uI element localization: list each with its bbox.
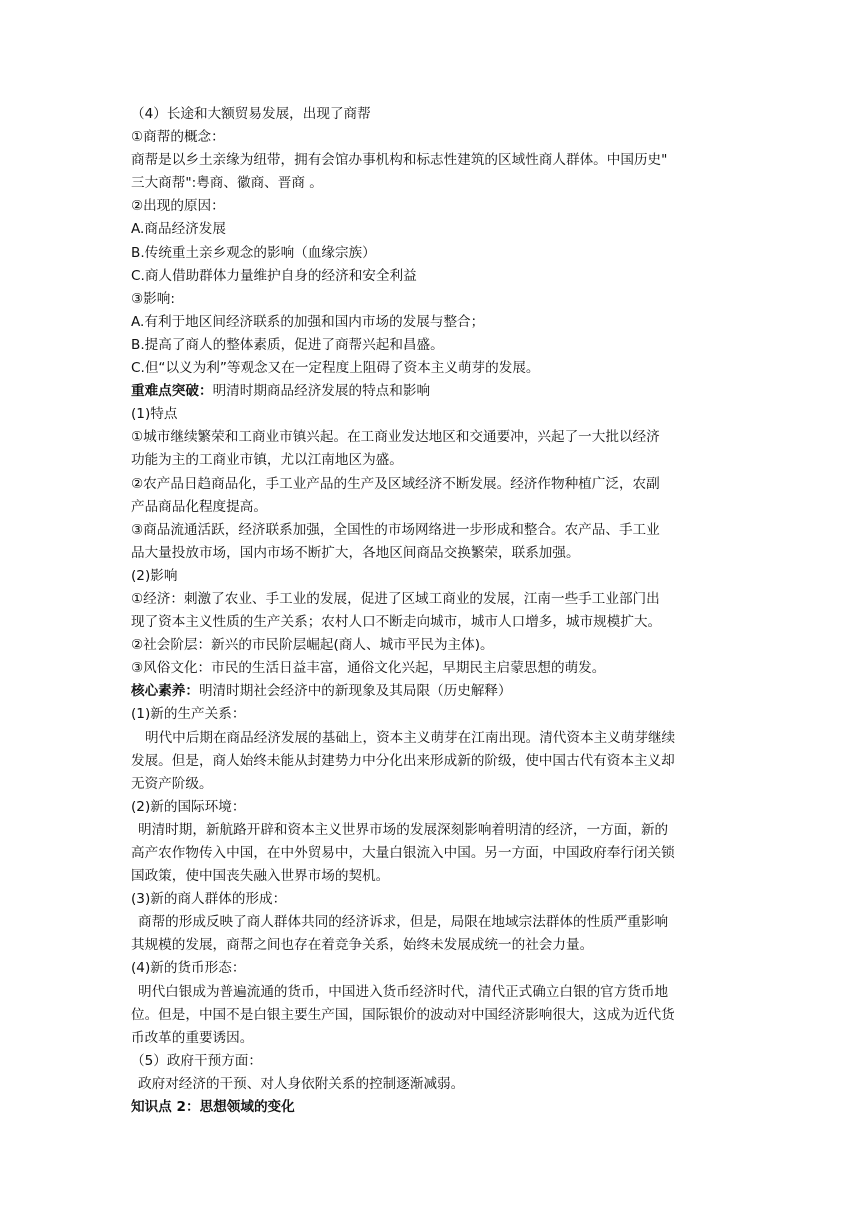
text-line: (2)新的国际环境： bbox=[131, 798, 246, 815]
text-line: ②社会阶层：新兴的市民阶层崛起(商人、城市平民为主体)。 bbox=[131, 637, 494, 654]
bold-heading: 知识点 2：思想领域的变化 bbox=[131, 1099, 295, 1116]
text-line bbox=[131, 1096, 742, 1119]
document-body bbox=[131, 103, 742, 1119]
text-line: ③风俗文化：市民的生活日益丰富，通俗文化兴起，早期民主启蒙思想的萌发。 bbox=[131, 660, 606, 677]
text-line: 无资产阶级。 bbox=[131, 775, 213, 792]
text-line: 发展。但是，商人始终未能从封建势力中分化出来形成新的阶级，使中国古代有资本主义却 bbox=[131, 752, 675, 769]
text-line: （5）政府干预方面： bbox=[131, 1052, 262, 1069]
text-line: 商帮是以乡土亲缘为纽带，拥有会馆办事机构和标志性建筑的区域性商人群体。中国历史" bbox=[131, 152, 668, 169]
text-line: 现了资本主义性质的生产关系；农村人口不断走向城市，城市人口增多，城市规模扩大。 bbox=[131, 614, 662, 631]
text-line: C.商人借助群体力量维护自身的经济和安全利益 bbox=[131, 267, 417, 284]
text-line: (1)特点 bbox=[131, 406, 178, 423]
text-line: ①商帮的概念： bbox=[131, 129, 225, 146]
text-line: 明清时期，新航路开辟和资本主义世界市场的发展深刻影响着明清的经济，一方面，新的 bbox=[138, 821, 669, 838]
text-line: (1)新的生产关系： bbox=[131, 706, 246, 723]
text-line: A.有利于地区间经济联系的加强和国内市场的发展与整合； bbox=[131, 313, 485, 330]
text-line: C.但“以义为利”等观念又在一定程度上阻碍了资本主义萌芽的发展。 bbox=[131, 360, 540, 377]
text-line: 币改革的重要诱因。 bbox=[131, 1029, 254, 1046]
text-line: （4）长途和大额贸易发展，出现了商帮 bbox=[131, 106, 371, 122]
bold-heading: 重难点突破： bbox=[131, 383, 213, 400]
text-line: (4)新的货币形态： bbox=[131, 960, 246, 977]
text-line: 政府对经济的干预、对人身依附关系的控制逐渐减弱。 bbox=[138, 1075, 465, 1092]
text-line: 明代白银成为普遍流通的货币，中国进入货币经济时代，清代正式确立白银的官方货币地 bbox=[138, 983, 669, 1000]
text-line: 商帮的形成反映了商人群体共同的经济诉求，但是，局限在地域宗法群体的性质严重影响 bbox=[138, 914, 669, 931]
text-line: B.传统重土亲乡观念的影响（血缘宗族） bbox=[131, 244, 376, 261]
text-line: 产品商品化程度提高。 bbox=[131, 498, 267, 515]
text-line: 位。但是，中国不是白银主要生产国，国际银价的波动对中国经济影响很大，这成为近代货 bbox=[131, 1006, 675, 1023]
text-line: 品大量投放市场，国内市场不断扩大，各地区间商品交换繁荣，联系加强。 bbox=[131, 544, 580, 561]
text-line: (2)影响 bbox=[131, 567, 178, 584]
text-line: ①经济：刺激了农业、手工业的发展，促进了区域工商业的发展，江南一些手工业部门出 bbox=[131, 590, 660, 607]
text-line: 高产农作物传入中国，在中外贸易中，大量白银流入中国。另一方面，中国政府奉行闭关锁 bbox=[131, 845, 675, 861]
heading-text: 明清时期商品经济发展的特点和影响 bbox=[212, 383, 431, 400]
text-line: ③商品流通活跃，经济联系加强，全国性的市场网络进一步形成和整合。农产品、手工业 bbox=[131, 521, 660, 538]
text-line: ③影响: bbox=[131, 290, 175, 307]
text-line: ②出现的原因： bbox=[131, 198, 225, 215]
text-line: (3)新的商人群体的形成： bbox=[131, 891, 287, 908]
text-line bbox=[131, 380, 742, 403]
text-line: A.商品经济发展 bbox=[131, 221, 226, 238]
text-line: 三大商帮":粤商、徽商、晋商 。 bbox=[131, 175, 323, 192]
text-line: 功能为主的工商业市镇，尤以江南地区为盛。 bbox=[131, 452, 403, 469]
text-line: ②农产品日趋商品化，手工业产品的生产及区域经济不断发展。经济作物种植广泛，农副 bbox=[131, 475, 660, 492]
text-line bbox=[131, 680, 742, 703]
bold-heading: 核心素养： bbox=[131, 683, 199, 700]
text-line: B.提高了商人的整体素质，促进了商帮兴起和昌盛。 bbox=[131, 336, 444, 353]
heading-text: 明清时期社会经济中的新现象及其局限（历史解释） bbox=[198, 683, 512, 700]
text-line: 其规模的发展，商帮之间也存在着竞争关系，始终未发展成统一的社会力量。 bbox=[131, 937, 594, 954]
text-line: 明代中后期在商品经济发展的基础上，资本主义萌芽在江南出现。清代资本主义萌芽继续 bbox=[145, 729, 676, 746]
text-line: ①城市继续繁荣和工商业市镇兴起。在工商业发达地区和交通要冲，兴起了一大批以经济 bbox=[131, 429, 660, 446]
text-line: 国政策，使中国丧失融入世界市场的契机。 bbox=[131, 868, 390, 885]
